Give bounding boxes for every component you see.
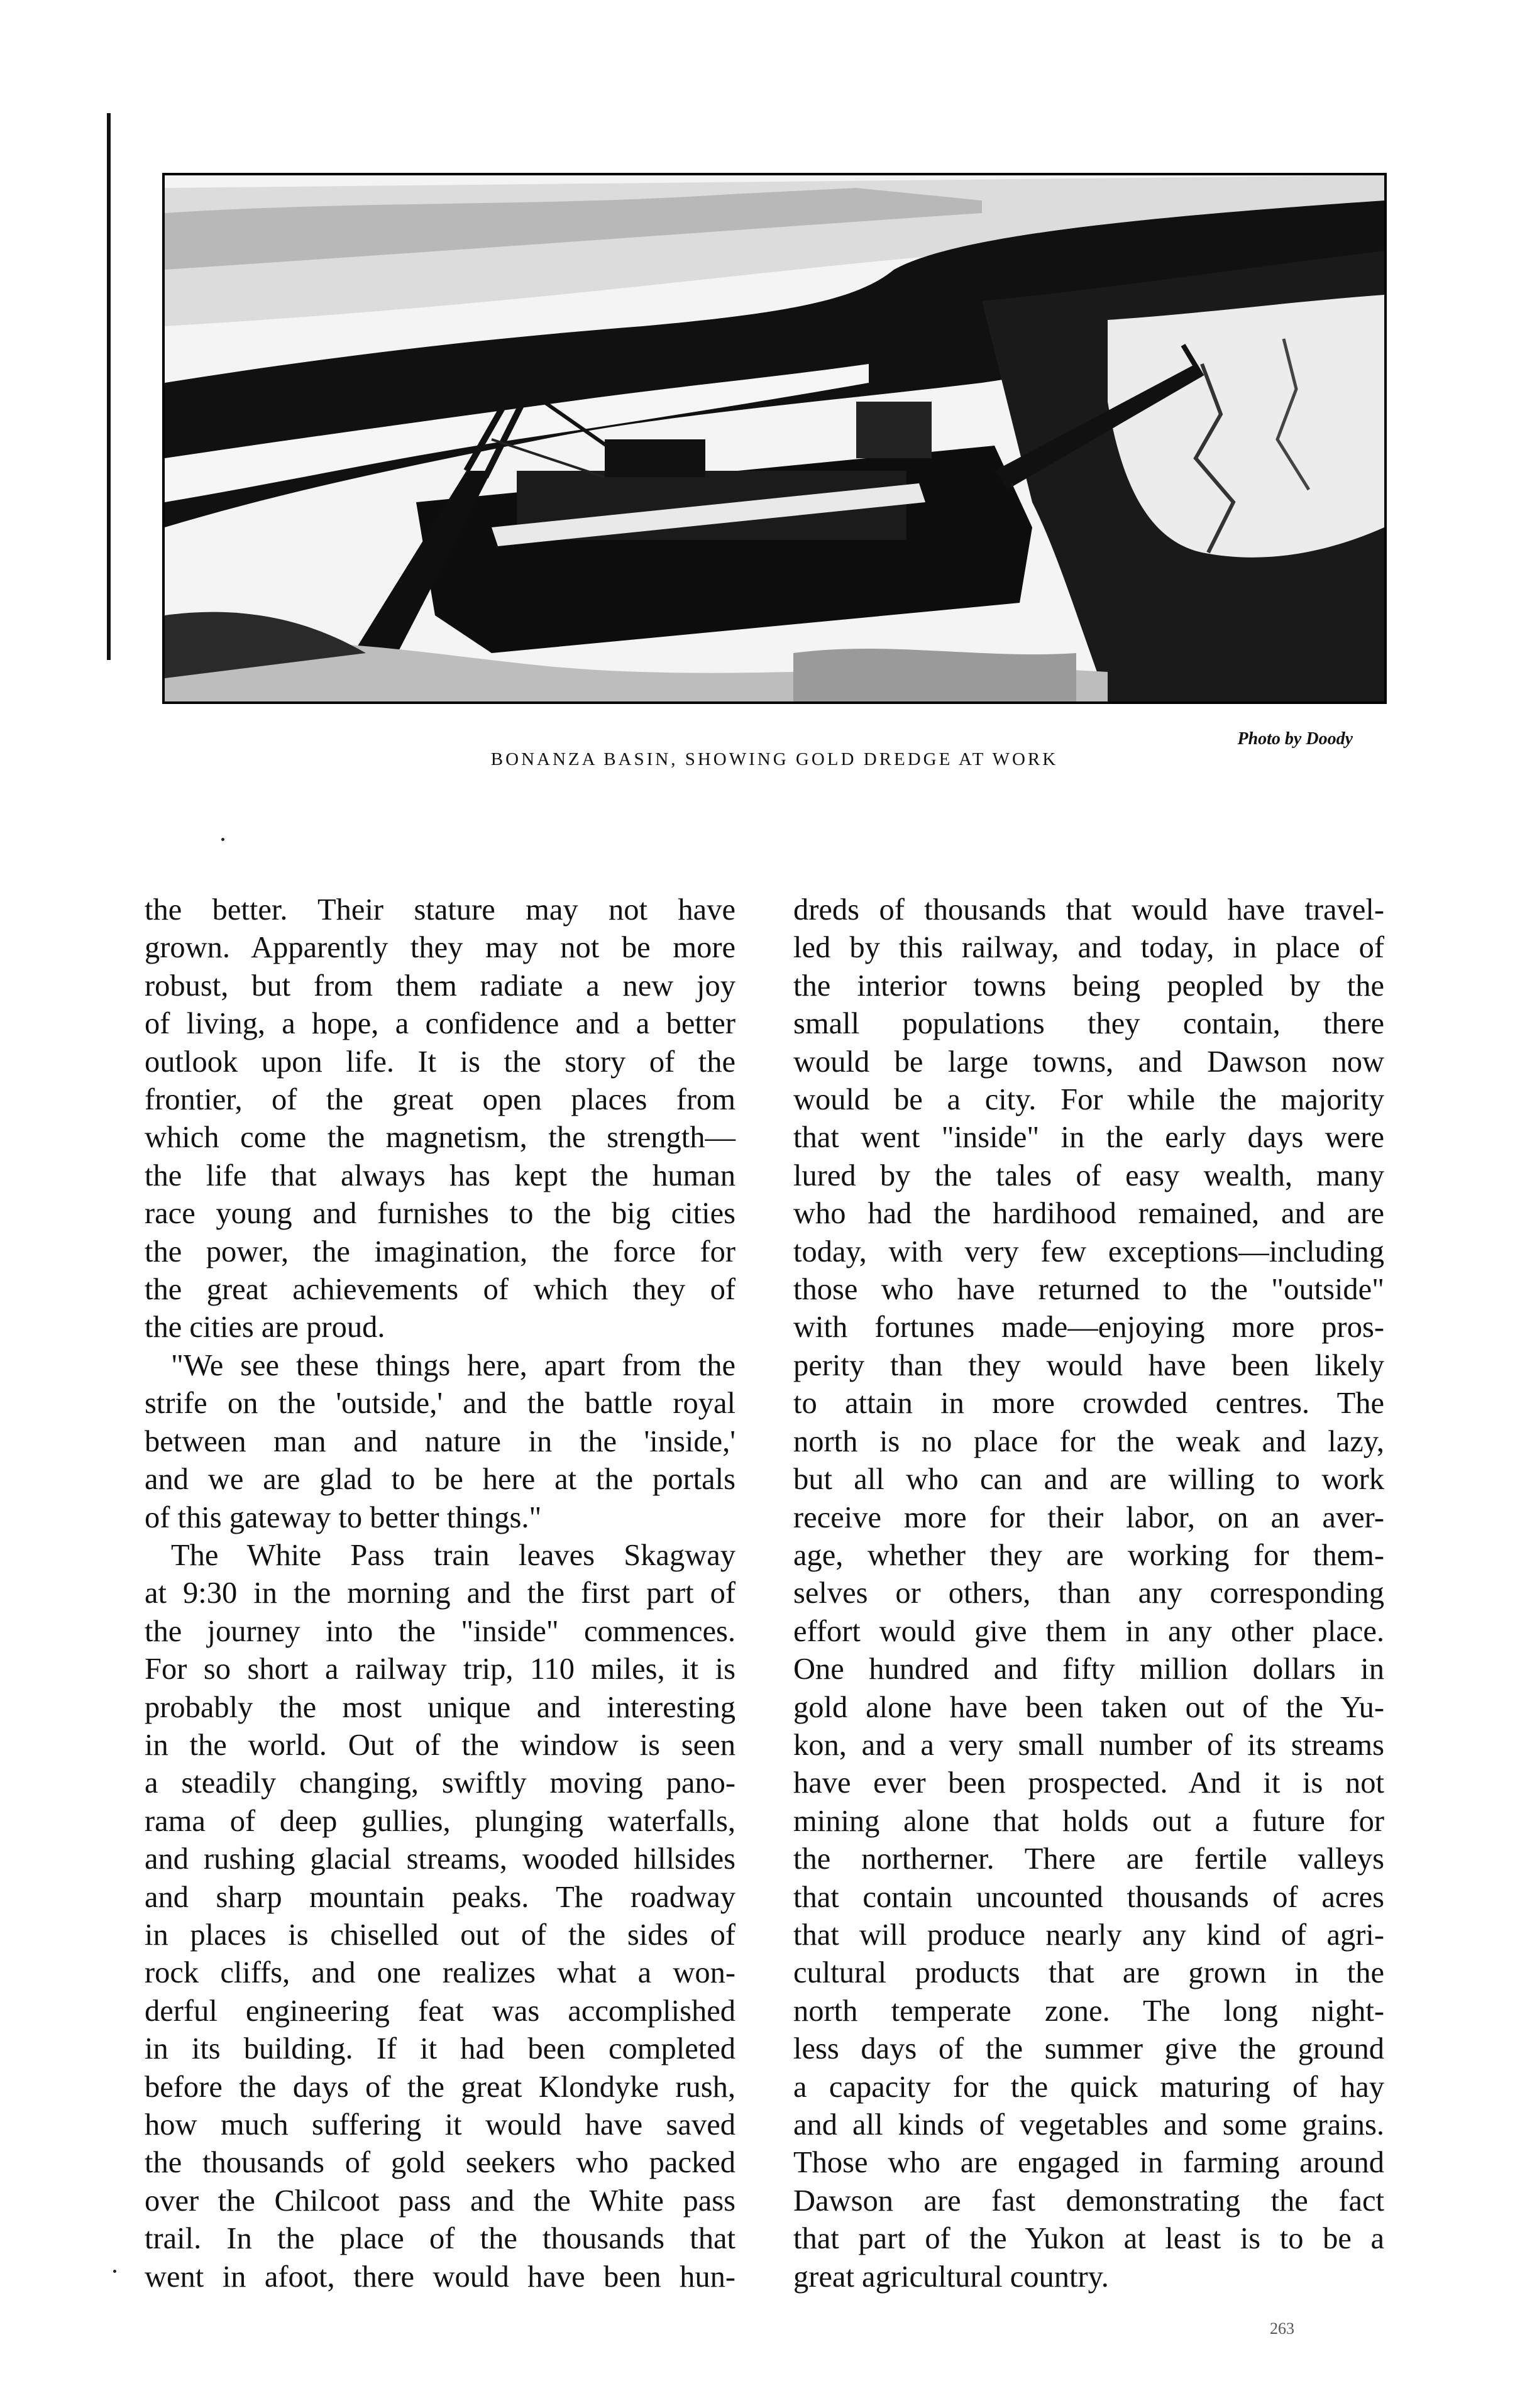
- text-line: a capacity for the quick maturing of hay: [793, 2070, 1384, 2104]
- text-line: over the Chilcoot pass and the White pass: [145, 2184, 735, 2218]
- text-line: lured by the tales of easy wealth, many: [793, 1158, 1384, 1192]
- text-line: robust, but from them radiate a new joy: [145, 969, 735, 1003]
- text-line: which come the magnetism, the strength—: [145, 1121, 735, 1155]
- text-line: less days of the summer give the ground: [793, 2032, 1384, 2066]
- text-line: "We see these things here, apart from the: [171, 1348, 735, 1382]
- text-line: mining alone that holds out a future for: [793, 1804, 1384, 1838]
- text-line: the life that always has kept the human: [145, 1158, 735, 1192]
- photo-caption: BONANZA BASIN, SHOWING GOLD DREDGE AT WORK: [490, 749, 1059, 769]
- text-line: One hundred and fifty million dollars in: [793, 1652, 1384, 1686]
- text-line: receive more for their labor, on an aver-: [793, 1500, 1384, 1534]
- text-line: dreds of thousands that would have travel-: [793, 893, 1384, 926]
- text-line: north temperate zone. The long night-: [793, 1994, 1384, 2028]
- text-line: the cities are proud.: [145, 1311, 385, 1344]
- text-line: between man and nature in the 'inside,': [145, 1424, 735, 1458]
- text-line: gold alone have been taken out of the Yu-: [793, 1690, 1384, 1724]
- text-line: rock cliffs, and one realizes what a won-: [145, 1956, 735, 1990]
- text-line: before the days of the great Klondyke rush,: [145, 2070, 735, 2104]
- text-line: to attain in more crowded centres. The: [793, 1387, 1384, 1421]
- text-line: with fortunes made—enjoying more pros-: [793, 1311, 1384, 1344]
- margin-rule: [107, 113, 111, 660]
- text-line: north is no place for the weak and lazy,: [793, 1424, 1384, 1458]
- text-line: the journey into the "inside" commences.: [145, 1614, 735, 1648]
- text-line: the great achievements of which they of: [145, 1273, 735, 1307]
- text-line: trail. In the place of the thousands that: [145, 2222, 735, 2256]
- left-column: [145, 891, 735, 2296]
- text-line: and sharp mountain peaks. The roadway: [145, 1880, 735, 1914]
- text-line: that part of the Yukon at least is to be a: [793, 2222, 1384, 2256]
- text-line: how much suffering it would have saved: [145, 2108, 735, 2141]
- text-line: selves or others, than any corresponding: [793, 1576, 1384, 1610]
- text-line: and rushing glacial streams, wooded hillsides: [145, 1842, 735, 1876]
- text-line: the better. Their stature may not have: [145, 893, 735, 926]
- dredge-photo: [162, 173, 1387, 704]
- text-line: race young and furnishes to the big cities: [145, 1197, 735, 1231]
- text-line: outlook upon life. It is the story of the: [145, 1045, 735, 1079]
- stray-mark: [113, 2270, 116, 2273]
- text-line: derful engineering feat was accomplished: [145, 1994, 735, 2028]
- text-line: the thousands of gold seekers who packed: [145, 2146, 735, 2180]
- text-line: age, whether they are working for them-: [793, 1538, 1384, 1572]
- text-line: would be large towns, and Dawson now: [793, 1045, 1384, 1079]
- text-line: led by this railway, and today, in place of: [793, 931, 1384, 965]
- text-line: in places is chiselled out of the sides of: [145, 1918, 735, 1952]
- text-line: grown. Apparently they may not be more: [145, 931, 735, 965]
- text-line: kon, and a very small number of its streams: [793, 1728, 1384, 1762]
- text-line: a steadily changing, swiftly moving pano-: [145, 1766, 735, 1800]
- text-line: rama of deep gullies, plunging waterfalls,: [145, 1804, 735, 1838]
- right-column: [793, 891, 1384, 2296]
- text-line: probably the most unique and interesting: [145, 1690, 735, 1724]
- text-line: small populations they contain, there: [793, 1007, 1384, 1041]
- text-line: of this gateway to better things.": [145, 1500, 542, 1534]
- text-line: have ever been prospected. And it is not: [793, 1766, 1384, 1800]
- text-line: the power, the imagination, the force for: [145, 1234, 735, 1268]
- text-line: and we are glad to be here at the portals: [145, 1463, 735, 1497]
- photo-illustration: [165, 175, 1384, 701]
- text-line: strife on the 'outside,' and the battle royal: [145, 1387, 735, 1421]
- text-line: in its building. If it had been completed: [145, 2032, 735, 2066]
- text-line: who had the hardihood remained, and are: [793, 1197, 1384, 1231]
- text-line: Those who are engaged in farming around: [793, 2146, 1384, 2180]
- photo-credit: Photo by Doody: [1237, 729, 1353, 749]
- text-line: and all kinds of vegetables and some grains.: [793, 2108, 1384, 2141]
- text-line: frontier, of the great open places from: [145, 1083, 735, 1117]
- text-line: that will produce nearly any kind of agri-: [793, 1918, 1384, 1952]
- text-line: that went "inside" in the early days were: [793, 1121, 1384, 1155]
- text-line: today, with very few exceptions—including: [793, 1234, 1384, 1268]
- text-line: would be a city. For while the majority: [793, 1083, 1384, 1117]
- text-line: the northerner. There are fertile valleys: [793, 1842, 1384, 1876]
- text-line: cultural products that are grown in the: [793, 1956, 1384, 1990]
- text-line: perity than they would have been likely: [793, 1348, 1384, 1382]
- text-line: but all who can and are willing to work: [793, 1463, 1384, 1497]
- stray-mark: [221, 838, 224, 841]
- text-line: in the world. Out of the window is seen: [145, 1728, 735, 1762]
- text-line: For so short a railway trip, 110 miles, it is: [145, 1652, 735, 1686]
- page-number: 263: [1270, 2319, 1294, 2338]
- text-line: the interior towns being peopled by the: [793, 969, 1384, 1003]
- text-line: that contain uncounted thousands of acres: [793, 1880, 1384, 1914]
- text-line: Dawson are fast demonstrating the fact: [793, 2184, 1384, 2218]
- text-line: The White Pass train leaves Skagway: [171, 1538, 735, 1572]
- text-line: great agricultural country.: [793, 2260, 1109, 2294]
- text-line: went in afoot, there would have been hun-: [145, 2260, 735, 2294]
- text-line: those who have returned to the "outside": [793, 1273, 1384, 1307]
- text-line: effort would give them in any other place.: [793, 1614, 1384, 1648]
- text-line: of living, a hope, a confidence and a better: [145, 1007, 735, 1041]
- text-line: at 9:30 in the morning and the first part of: [145, 1576, 735, 1610]
